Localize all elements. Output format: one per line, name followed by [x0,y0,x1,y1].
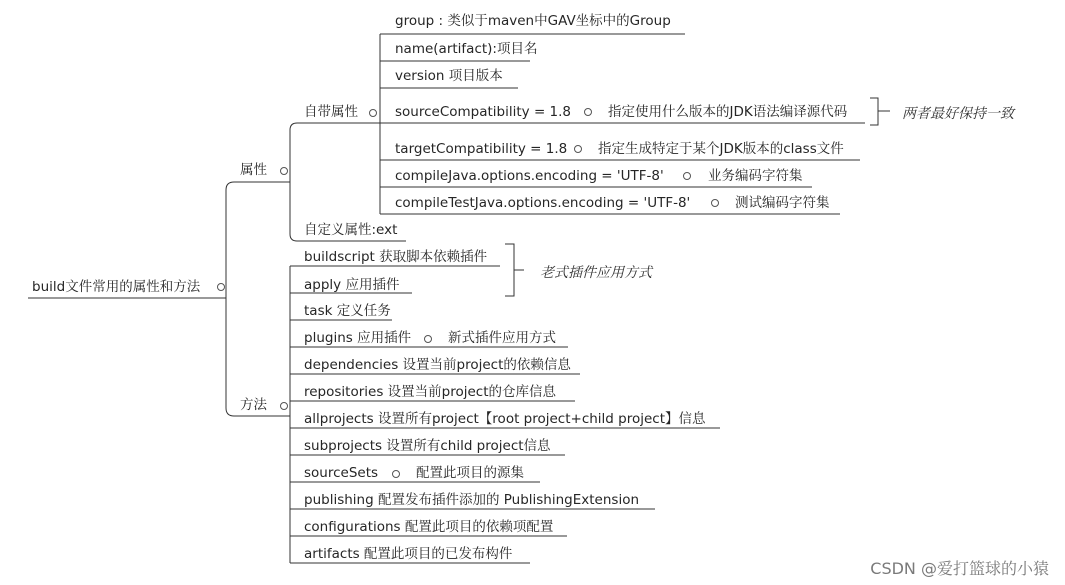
compile-test-encoding-collapse-icon[interactable] [711,199,719,207]
properties-collapse-icon[interactable] [280,167,288,175]
legacy-bracket [505,244,514,296]
prop-item-source-compat: sourceCompatibility = 1.8 [395,104,572,120]
root-node: build文件常用的属性和方法 [32,279,201,295]
prop-item-name: name(artifact):项目名 [395,41,538,57]
prop-item-compile-test-encoding: compileTestJava.options.encoding = 'UTF-8' [395,195,691,211]
method-item-artifacts: artifacts 配置此项目的已发布构件 [304,546,513,562]
prop-item-version: version 项目版本 [395,68,503,84]
target-compat-collapse-icon[interactable] [574,145,582,153]
method-item-publishing: publishing 配置发布插件添加的 PublishingExtension [304,492,640,508]
custom-properties-node: 自定义属性:ext [304,222,398,238]
properties-node: 属性 [240,162,267,178]
legacy-plugin-note: 老式插件应用方式 [540,265,652,281]
plugins-collapse-icon[interactable] [424,335,432,343]
compat-group-note: 两者最好保持一致 [902,106,1014,122]
compile-encoding-collapse-icon[interactable] [683,172,691,180]
method-item-allprojects: allprojects 设置所有project【root project+child project】信息 [304,411,706,427]
compat-bracket [870,98,878,125]
method-item-sourcesets: sourceSets [304,465,379,481]
builtin-properties-node: 自带属性 [304,104,358,120]
method-item-buildscript: buildscript 获取脚本依赖插件 [304,249,488,265]
method-item-repositories: repositories 设置当前project的仓库信息 [304,384,557,400]
method-item-apply: apply 应用插件 [304,277,400,293]
compile-test-encoding-detail: 测试编码字符集 [735,195,830,211]
builtin-branch [290,123,380,182]
method-item-dependencies: dependencies 设置当前project的依赖信息 [304,357,571,373]
compile-encoding-detail: 业务编码字符集 [708,168,803,184]
source-compat-detail: 指定使用什么版本的JDK语法编译源代码 [608,104,848,120]
plugins-detail: 新式插件应用方式 [448,330,556,346]
root-collapse-icon[interactable] [217,283,225,291]
method-item-configurations: configurations 配置此项目的依赖项配置 [304,519,554,535]
methods-node: 方法 [240,397,267,413]
prop-item-compile-encoding: compileJava.options.encoding = 'UTF-8' [395,168,664,184]
method-item-plugins: plugins 应用插件 [304,330,412,346]
method-item-task: task 定义任务 [304,303,391,319]
properties-branch [226,182,290,298]
sourcesets-collapse-icon[interactable] [392,470,400,478]
watermark: CSDN @爱打篮球的小猿 [870,559,1049,578]
sourcesets-detail: 配置此项目的源集 [416,465,524,481]
prop-item-group: group : 类似于maven中GAV坐标中的Group [395,13,671,29]
builtin-collapse-icon[interactable] [369,109,377,117]
source-compat-collapse-icon[interactable] [584,108,592,116]
methods-collapse-icon[interactable] [280,402,288,410]
target-compat-detail: 指定生成特定于某个JDK版本的class文件 [598,141,844,157]
method-item-subprojects: subprojects 设置所有child project信息 [304,438,551,454]
prop-item-target-compat: targetCompatibility = 1.8 [395,141,568,157]
